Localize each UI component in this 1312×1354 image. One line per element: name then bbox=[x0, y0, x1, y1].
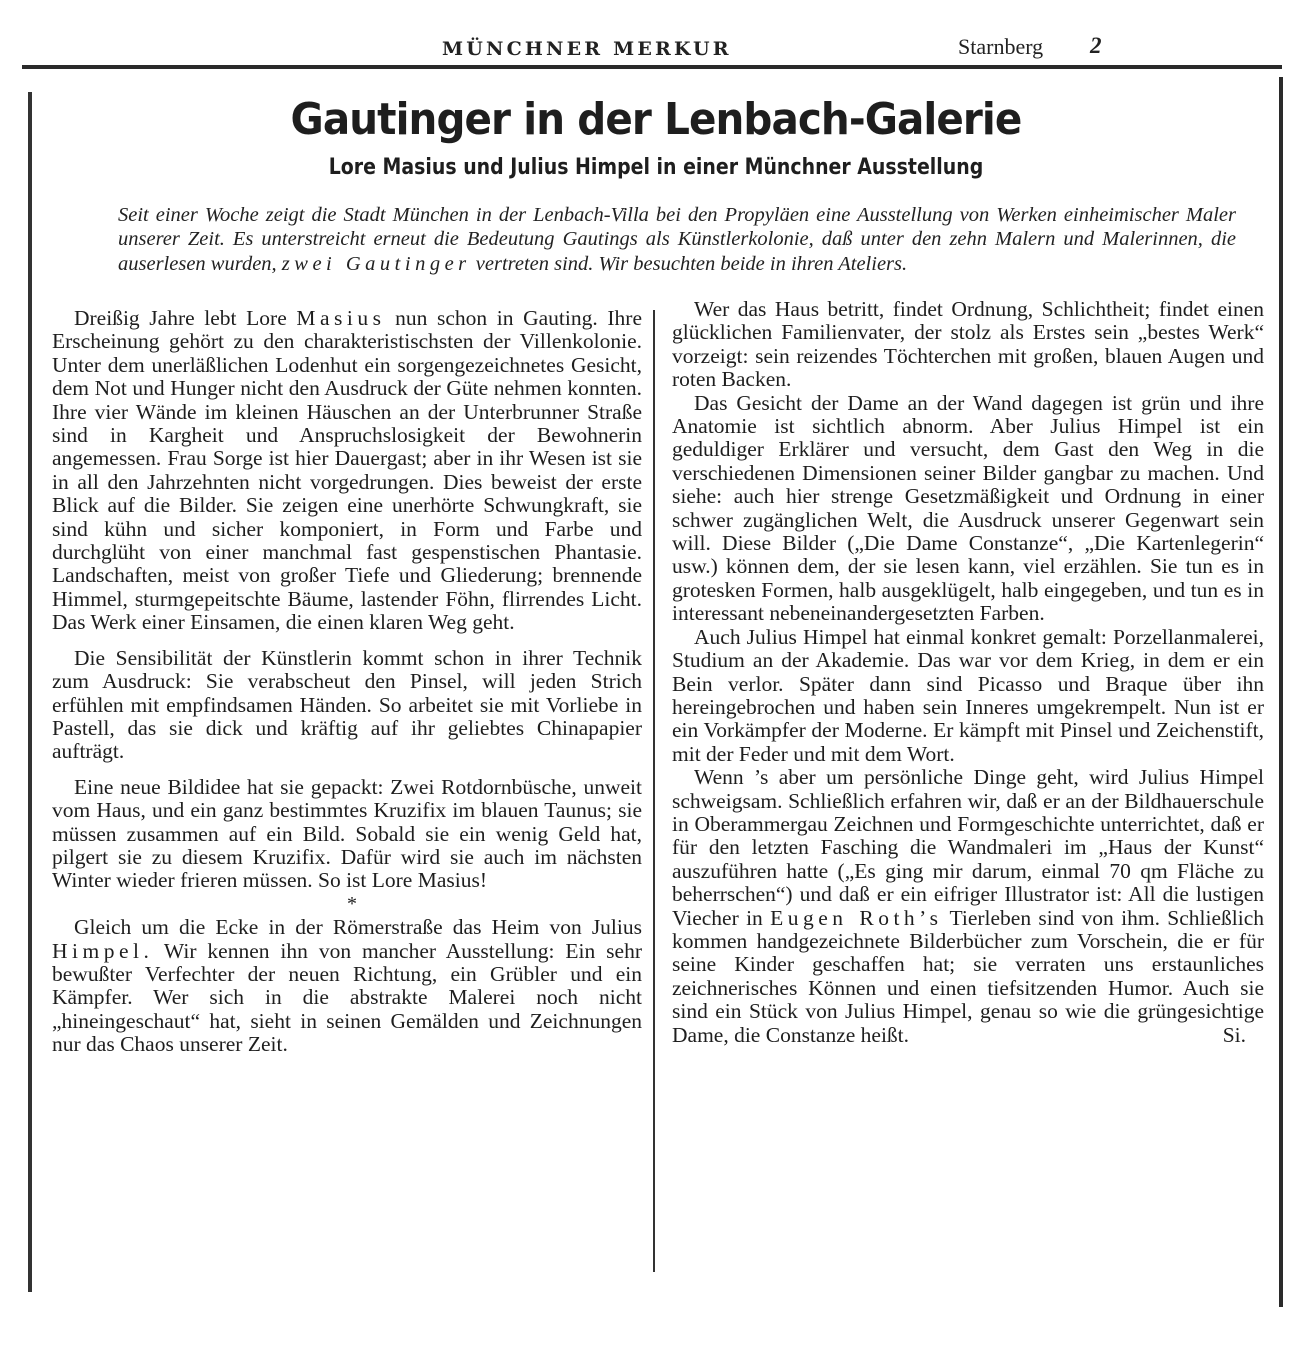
paragraph-text: Dreißig Jahre lebt Lore bbox=[74, 306, 287, 330]
section-name: Starnberg bbox=[958, 34, 1044, 59]
left-column bbox=[52, 307, 642, 1057]
paragraph: Das Gesicht der Dame an der Wand dagegen ist grün und ihre Anatomie ist sichtlich abnorm. Aber Julius Himpel ist ein geduldiger Erklärer und versucht, dem Gast den Weg in die verschiedenen Dimensionen seiner Bilder gangbar zu machen. Und siehe: auch hier strenge Gesetzmäßigkeit und Ordnung in einer schwer zugänglichen Welt, die Ausdruck unserer Gegenwart sein will. Diese Bilder („Die Dame Constanze“, „Die Kartenlegerin“ usw.) können dem, der sie lesen kann, viel erzählen. Sie tun es in grotesken Formen, halb ausgeklügelt, halb eingegeben, und tun es in interessant nebeneinandergesetzten Farben. bbox=[672, 390, 1264, 626]
spaced-name: Eugen Roth’s bbox=[770, 905, 943, 930]
frame-left-rule bbox=[28, 92, 32, 1292]
paragraph bbox=[52, 916, 642, 1056]
paragraph: Auch Julius Himpel hat einmal konkret gemalt: Porzellanmalerei, Studium an der Akademie. Das war vor dem Krieg, in dem er ein Bein verlor. Später dann sind Picasso und Braque über ihn hereingebrochen und haben sein Inneres umgekrempelt. Nun ist er ein Vorkämpfer der Moderne. Er kämpft mit Pinsel und Zeichenstift, mit der Feder und mit dem Wort. bbox=[672, 624, 1264, 766]
spaced-name: Himpel. bbox=[52, 938, 154, 963]
headline: Gautinger in der Lenbach-Galerie bbox=[290, 94, 1022, 145]
newspaper-name: MÜNCHNER MERKUR bbox=[442, 38, 732, 60]
paragraph bbox=[52, 307, 642, 635]
paragraph: Die Sensibilität der Künstlerin kommt schon in ihrer Technik zum Ausdruck: Sie verabscheut den Pinsel, will jeden Strich erfühlen mit empfindsamen Händen. So arbeitet sie mit Vorliebe in Pastell, das sie dick und kräftig auf ihr geliebtes Chinapapier aufträgt. bbox=[52, 645, 642, 764]
paragraph: Eine neue Bildidee hat sie gepackt: Zwei Rotdornbüsche, unweit vom Haus, und ein ganz bestimmtes Kruzifix im blauen Taunus; sie müssen zusammen auf ein Bild. Sobald sie ein wenig Geld hat, pilgert sie zu diesem Kruzifix. Dafür wird sie auch im nächsten Winter wieder frieren müssen. So ist Lore Masius! bbox=[52, 774, 642, 893]
paragraph bbox=[672, 766, 1264, 1047]
masthead-rule bbox=[22, 65, 1282, 69]
paragraph-text: Gleich um die Ecke in der Römerstraße das Heim von Julius bbox=[74, 915, 642, 940]
subheadline: Lore Masius und Julius Himpel in einer Münchner Ausstellung bbox=[328, 155, 984, 180]
paragraph-text: Wenn ’s aber um persönliche Dinge geht, wird Julius Himpel schweigsam. Schließlich erfahren wir, daß er an der Bildhauerschule in Oberammergau Zeichnen und Formgeschichte unterrichtet, daß er für den letzten Fasching die Wandmaleri im „Haus der Kunst“ auszuführen hatte („Es ging mir darum, einmal 70 qm Fläche zu beherrschen“) und daß er ein eifriger Illustrator ist: All die lustigen Viecher in bbox=[672, 765, 1264, 930]
lead-text: Seit einer Woche zeigt die Stadt München in der Lenbach-Villa bei den Propyläen eine Ausstellung von Werken einheimischer Maler unserer Zeit. Es unterstreicht erneut die Bedeutung Gautings als Künstlerkolonie, daß unter den zehn Malern und Malerinnen, die auserlesen wurden, bbox=[118, 204, 1236, 275]
paragraph-text: Tierleben sind von ihm. Schließlich kommen handgezeichnete Bilderbücher zum Vorschein, die er für seine Kinder geschaffen hat; sie verraten uns erstaunliches zeichnerisches Können und einen tiefsitzenden Humor. Auch sie sind ein Stück von Julius Himpel, genau so wie die grüngesichtige Dame, die Constanze heißt. bbox=[672, 905, 1264, 1047]
section-separator: * bbox=[347, 892, 357, 915]
column-divider bbox=[653, 310, 655, 1272]
frame-right-rule bbox=[1279, 77, 1283, 1307]
page-number: 2 bbox=[1090, 33, 1102, 58]
author-signature: Si. bbox=[1222, 1022, 1246, 1047]
lead-spaced-text: zwei Gautinger bbox=[281, 252, 471, 275]
lead-text-end: vertreten sind. Wir besuchten beide in ihren Ateliers. bbox=[475, 252, 908, 275]
lead-paragraph bbox=[118, 203, 1236, 276]
masthead bbox=[0, 34, 1312, 64]
paragraph-text: nun schon in Gauting. Ihre Erscheinung gehört zu den charakteristischsten der Villenkolonie. Unter dem unerläßlichen Lodenhut ein sorgengezeichnetes Gesicht, dem Not und Hunger nicht den Ausdruck der Güte nehmen konnten. Ihre vier Wände im kleinen Häuschen an der Unterbrunner Straße sind in Kargheit und Anspruchslosigkeit der Bewohnerin angemessen. Frau Sorge ist hier Dauergast; aber in ihr Wesen ist sie in all den Jahrzehnten nicht vorgedrungen. Dies beweist der erste Blick auf die Bilder. Sie zeigen eine unerhörte Schwungkraft, sie sind kühn und sicher komponiert, in Form und Farbe und durchglüht von einer manchmal fast gespenstischen Phantasie. Landschaften, meist von großer Tiefe und Gliederung; brennende Himmel, sturmgepeitschte Bäume, lastender Föhn, flirrendes Licht. Das Werk einer Einsamen, die einen klaren Weg geht. bbox=[52, 306, 642, 635]
right-column bbox=[672, 298, 1264, 1047]
paragraph: Wer das Haus betritt, findet Ordnung, Schlichtheit; findet einen glücklichen Familienvater, der stolz als Erstes sein „bestes Werk“ vorzeigt: sein reizendes Töchterchen mit großen, blauen Augen und roten Backen. bbox=[672, 297, 1264, 392]
spaced-name: Masius bbox=[296, 306, 386, 330]
paragraph-text: Wir kennen ihn von mancher Ausstellung: Ein sehr bewußter Verfechter der neuen Richtung, ein Grübler und ein Kämpfer. Wer sich in die abstrakte Malerei noch nicht „hineingeschaut“ hat, sieht in seinen Gemälden und Zeichnungen nur das Chaos unserer Zeit. bbox=[52, 938, 642, 1057]
